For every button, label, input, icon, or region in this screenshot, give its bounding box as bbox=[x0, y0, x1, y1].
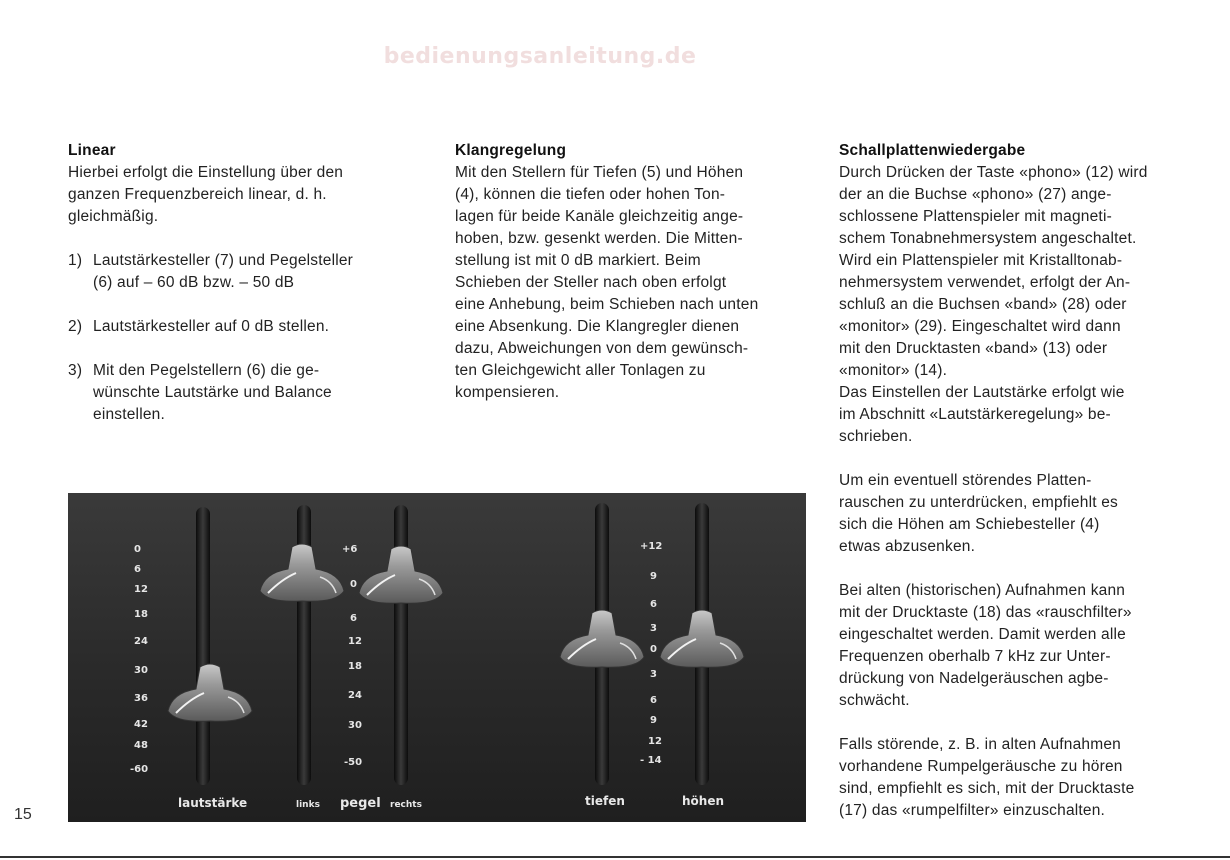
text-line: eine Absenkung. Die Klangregler dienen bbox=[455, 318, 740, 335]
scale-label: 0 bbox=[350, 579, 357, 590]
text-line: «monitor» (29). Eingeschaltet wird dann bbox=[839, 318, 1121, 335]
text-line: Das Einstellen der Lautstärke erfolgt wie bbox=[839, 384, 1125, 401]
text-line: schem Tonabnehmersystem angeschaltet. bbox=[839, 230, 1137, 247]
text-line: im Abschnitt «Lautstärkeregelung» be- bbox=[839, 406, 1111, 423]
text-line: sind, empfiehlt es sich, mit der Drucktaste bbox=[839, 780, 1135, 797]
paragraph-3 bbox=[839, 470, 1199, 558]
paragraph-4 bbox=[839, 580, 1199, 712]
text-line: schwächt. bbox=[839, 692, 910, 709]
text-line: stellung ist mit 0 dB markiert. Beim bbox=[455, 252, 701, 269]
text-line: Hierbei erfolgt die Einstellung über den bbox=[68, 164, 344, 181]
klangregelung-paragraph bbox=[455, 162, 810, 404]
text-line: Um ein eventuell störendes Platten- bbox=[839, 472, 1092, 489]
step-text bbox=[93, 250, 418, 294]
scale-label: 18 bbox=[348, 661, 362, 672]
page-number: 15 bbox=[14, 806, 32, 823]
text-line: nehmersystem verwendet, erfolgt der An- bbox=[839, 274, 1131, 291]
scale-label: 3 bbox=[650, 669, 657, 680]
text-line: einstellen. bbox=[93, 406, 165, 423]
scale-label: 18 bbox=[134, 609, 148, 620]
text-line: Lautstärkesteller auf 0 dB stellen. bbox=[93, 318, 330, 335]
scale-label: 3 bbox=[650, 623, 657, 634]
label-hoehen: höhen bbox=[682, 794, 725, 808]
text-line: Falls störende, z. B. in alten Aufnahmen bbox=[839, 736, 1121, 753]
heading-klangregelung: Klangregelung bbox=[455, 142, 567, 159]
slot-volume bbox=[196, 507, 210, 785]
text-line: mit der Drucktaste (18) das «rauschfilter» bbox=[839, 604, 1132, 621]
watermark: bedienungsanleitung.de bbox=[383, 44, 697, 69]
text-line: (4), können die tiefen oder hohen Ton- bbox=[455, 186, 726, 203]
scale-label: 6 bbox=[650, 695, 657, 706]
step-1 bbox=[68, 250, 418, 294]
text-line: rauschen zu unterdrücken, empfiehlt es bbox=[839, 494, 1119, 511]
scale-label: 24 bbox=[134, 636, 148, 647]
text-line: wünschte Lautstärke und Balance bbox=[93, 384, 332, 401]
scale-label: 6 bbox=[650, 599, 657, 610]
scale-label: 9 bbox=[650, 715, 657, 726]
text-line: Frequenzen oberhalb 7 kHz zur Unter- bbox=[839, 648, 1111, 665]
text-line: ten Gleichgewicht aller Tonlagen zu bbox=[455, 362, 706, 379]
text-line: hoben, bzw. gesenkt werden. Die Mitten- bbox=[455, 230, 743, 247]
text-line: ganzen Frequenzbereich linear, d. h. bbox=[68, 186, 327, 203]
scale-label: -50 bbox=[344, 757, 363, 768]
text-line: Wird ein Plattenspieler mit Kristalltonab- bbox=[839, 252, 1123, 269]
step-number: 3) bbox=[68, 362, 83, 379]
step-text bbox=[93, 360, 418, 426]
text-line: Durch Drücken der Taste «phono» (12) wird bbox=[839, 164, 1148, 181]
text-line: sich die Höhen am Schiebesteller (4) bbox=[839, 516, 1100, 533]
paragraph-1 bbox=[839, 162, 1199, 382]
step-number: 1) bbox=[68, 252, 83, 269]
text-line: schluß an die Buchsen «band» (28) oder bbox=[839, 296, 1127, 313]
text-line: Lautstärkesteller (7) und Pegelsteller bbox=[93, 252, 354, 269]
scale-label: 0 bbox=[134, 544, 141, 555]
label-rechts: rechts bbox=[390, 800, 422, 810]
heading-schallplattenwiedergabe: Schallplattenwiedergabe bbox=[839, 142, 1026, 159]
text-line: etwas abzusenken. bbox=[839, 538, 976, 555]
scale-label: 6 bbox=[134, 564, 141, 575]
text-line: lagen für beide Kanäle gleichzeitig ange- bbox=[455, 208, 744, 225]
text-line: mit den Drucktasten «band» (13) oder bbox=[839, 340, 1108, 357]
step-text bbox=[93, 316, 418, 338]
text-line: der an die Buchse «phono» (27) ange- bbox=[839, 186, 1112, 203]
text-line: Bei alten (historischen) Aufnahmen kann bbox=[839, 582, 1126, 599]
scale-label: 30 bbox=[348, 720, 362, 731]
step-2 bbox=[68, 316, 418, 338]
scale-label: 0 bbox=[650, 644, 657, 655]
text-line: vorhandene Rumpelgeräusche zu hören bbox=[839, 758, 1123, 775]
scale-label: 42 bbox=[134, 719, 148, 730]
scale-label: 36 bbox=[134, 693, 148, 704]
scale-label: 30 bbox=[134, 665, 148, 676]
section-schallplattenwiedergabe bbox=[839, 140, 1199, 822]
slider-panel-photo bbox=[68, 493, 806, 822]
paragraph-5 bbox=[839, 734, 1199, 822]
steps-list bbox=[68, 250, 418, 426]
label-pegel: pegel bbox=[340, 796, 381, 811]
text-line: Mit den Stellern für Tiefen (5) und Höhen bbox=[455, 164, 744, 181]
scale-label: -60 bbox=[130, 764, 149, 775]
text-line: kompensieren. bbox=[455, 384, 560, 401]
scale-label: 12 bbox=[134, 584, 148, 595]
paragraph-2 bbox=[839, 382, 1199, 448]
scale-label: 6 bbox=[350, 613, 357, 624]
heading-linear: Linear bbox=[68, 142, 116, 159]
text-line: dazu, Abweichungen von dem gewünsch- bbox=[455, 340, 749, 357]
text-line: (17) das «rumpelfilter» einzuschalten. bbox=[839, 802, 1106, 819]
scale-label: 9 bbox=[650, 571, 657, 582]
section-linear bbox=[68, 140, 418, 448]
label-lautstaerke: lautstärke bbox=[178, 796, 248, 810]
intro-paragraph bbox=[68, 162, 418, 228]
scale-label: 12 bbox=[648, 736, 662, 747]
label-links: links bbox=[296, 800, 320, 810]
section-klangregelung bbox=[455, 140, 810, 404]
scale-label: 12 bbox=[348, 636, 362, 647]
text-line: eingeschaltet werden. Damit werden alle bbox=[839, 626, 1126, 643]
scale-label: +6 bbox=[342, 544, 358, 555]
text-line: (6) auf – 60 dB bzw. – 50 dB bbox=[93, 274, 295, 291]
text-line: Mit den Pegelstellern (6) die ge- bbox=[93, 362, 320, 379]
text-line: «monitor» (14). bbox=[839, 362, 948, 379]
text-line: schrieben. bbox=[839, 428, 913, 445]
label-tiefen: tiefen bbox=[585, 794, 625, 808]
text-line: schlossene Plattenspieler mit magneti- bbox=[839, 208, 1112, 225]
scale-label: 48 bbox=[134, 740, 148, 751]
step-number: 2) bbox=[68, 318, 83, 335]
scale-label: - 14 bbox=[640, 755, 662, 766]
text-line: drückung von Nadelgeräuschen agbe- bbox=[839, 670, 1109, 687]
scale-label: 24 bbox=[348, 690, 362, 701]
text-line: gleichmäßig. bbox=[68, 208, 159, 225]
step-3 bbox=[68, 360, 418, 426]
slider-panel-illustration bbox=[68, 493, 806, 822]
bottom-rule bbox=[0, 856, 1230, 858]
text-line: Schieben der Steller nach oben erfolgt bbox=[455, 274, 727, 291]
scale-label: +12 bbox=[640, 541, 663, 552]
text-line: eine Anhebung, beim Schieben nach unten bbox=[455, 296, 759, 313]
